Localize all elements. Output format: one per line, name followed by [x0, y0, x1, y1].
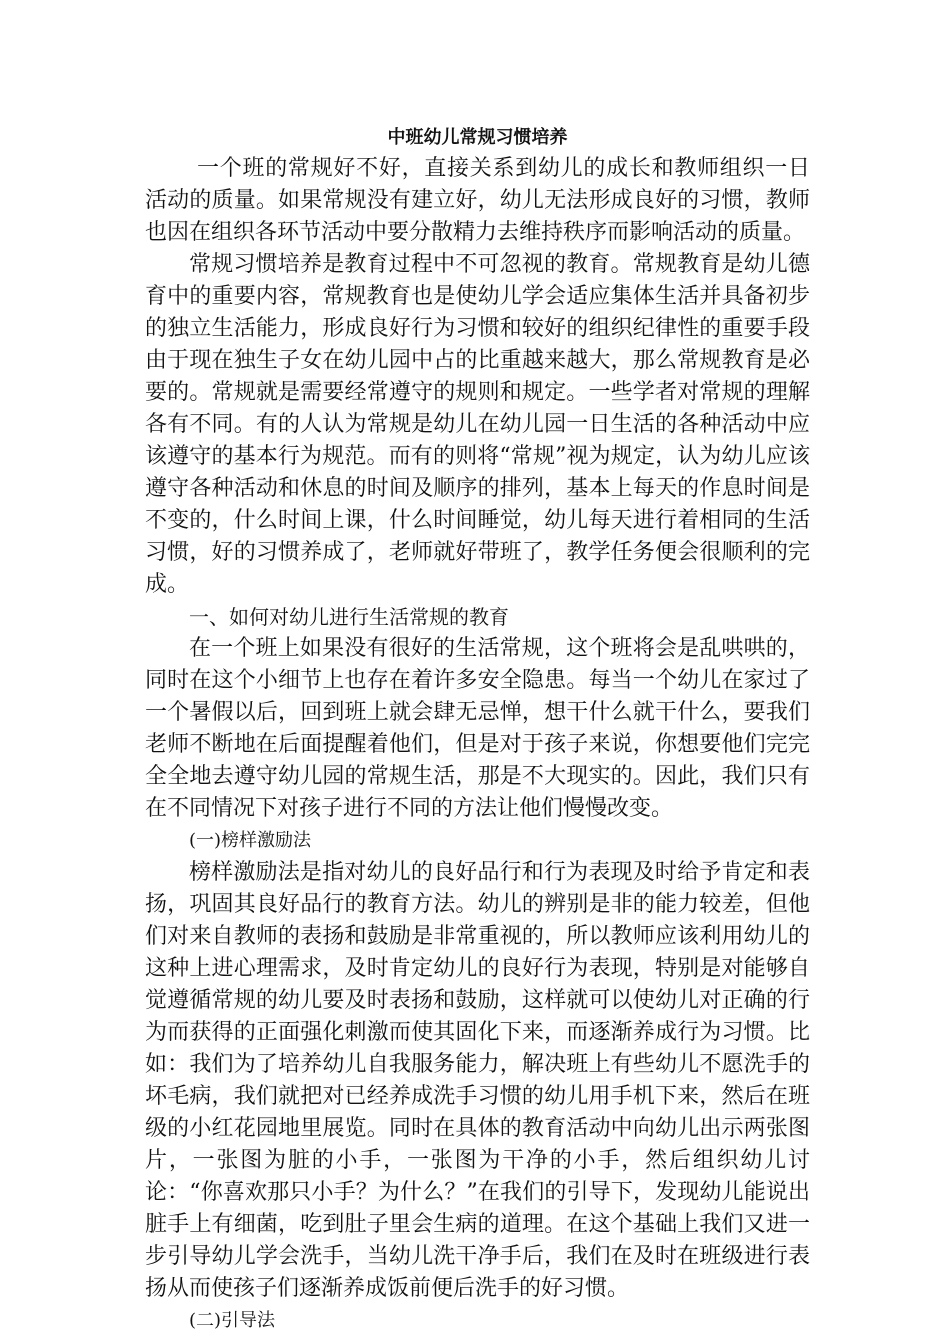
- document-page: [145, 126, 810, 1337]
- subsection-heading: (二)引导法: [189, 1310, 276, 1331]
- body-paragraph: 在一个班上如果没有很好的生活常规，这个班将会是乱哄哄的，同时在这个小细节上也存在着许多安全隐患。每当一个幼儿在家过了一个暑假以后，回到班上就会肆无忌惮，想干什么就干什么，要我们老师不断地在后面提醒着他们，但是对于孩子来说，你想要他们完完全全地去遵守幼儿园的常规生活，那是不大现实的。因此，我们只有在不同情况下对孩子进行不同的方法让他们慢慢改变。: [145, 636, 810, 821]
- section-heading: 一、如何对幼儿进行生活常规的教育: [189, 605, 509, 629]
- body-paragraph: 常规习惯培养是教育过程中不可忽视的教育。常规教育是幼儿德育中的重要内容，常规教育也是使幼儿学会适应集体生活并具备初步的独立生活能力，形成良好行为习惯和较好的组织纪律性的重要手段由于现在独生子女在幼儿园中占的比重越来越大，那么常规教育是必要的。常规就是需要经常遵守的规则和规定。一些学者对常规的理解各有不同。有的人认为常规是幼儿在幼儿园一日生活的各种活动中应该遵守的基本行为规范。而有的则将“常规”视为规定，认为幼儿应该遵守各种活动和休息的时间及顺序的排列，基本上每天的作息时间是不变的，什么时间上课，什么时间睡觉，幼儿每天进行着相同的生活习惯，好的习惯养成了，老师就好带班了，教学任务便会很顺利的完成。: [145, 252, 810, 597]
- body-paragraph: 榜样激励法是指对幼儿的良好品行和行为表现及时给予肯定和表扬，巩固其良好品行的教育方法。幼儿的辨别是非的能力较差，但他们对来自教师的表扬和鼓励是非常重视的，所以教师应该利用幼儿的这种上进心理需求，及时肯定幼儿的良好行为表现，特别是对能够自觉遵循常规的幼儿要及时表扬和鼓励，这样就可以使幼儿对正确的行为而获得的正面强化刺激而使其固化下来，而逐渐养成行为习惯。比如：我们为了培养幼儿自我服务能力，解决班上有些幼儿不愿洗手的坏毛病，我们就把对已经养成洗手习惯的幼儿用手机下来，然后在班级的小红花园地里展览。同时在具体的教育活动中向幼儿出示两张图片，一张图为脏的小手，一张图为干净的小手，然后组织幼儿讨论：“你喜欢那只小手？为什么？”在我们的引导下，发现幼儿能说出脏手上有细菌，吃到肚子里会生病的道理。在这个基础上我们又进一步引导幼儿学会洗手，当幼儿洗干净手后，我们在及时在班级进行表扬从而使孩子们逐渐养成饭前便后洗手的好习惯。: [145, 860, 810, 1301]
- document-title: 中班幼儿常规习惯培养: [387, 127, 568, 148]
- intro-paragraph: 一个班的常规好不好，直接关系到幼儿的成长和教师组织一日活动的质量。如果常规没有建立好，幼儿无法形成良好的习惯，教师也因在组织各环节活动中要分散精力去维持秩序而影响活动的质量。: [145, 156, 810, 245]
- subsection-heading: (一)榜样激励法: [189, 830, 312, 851]
